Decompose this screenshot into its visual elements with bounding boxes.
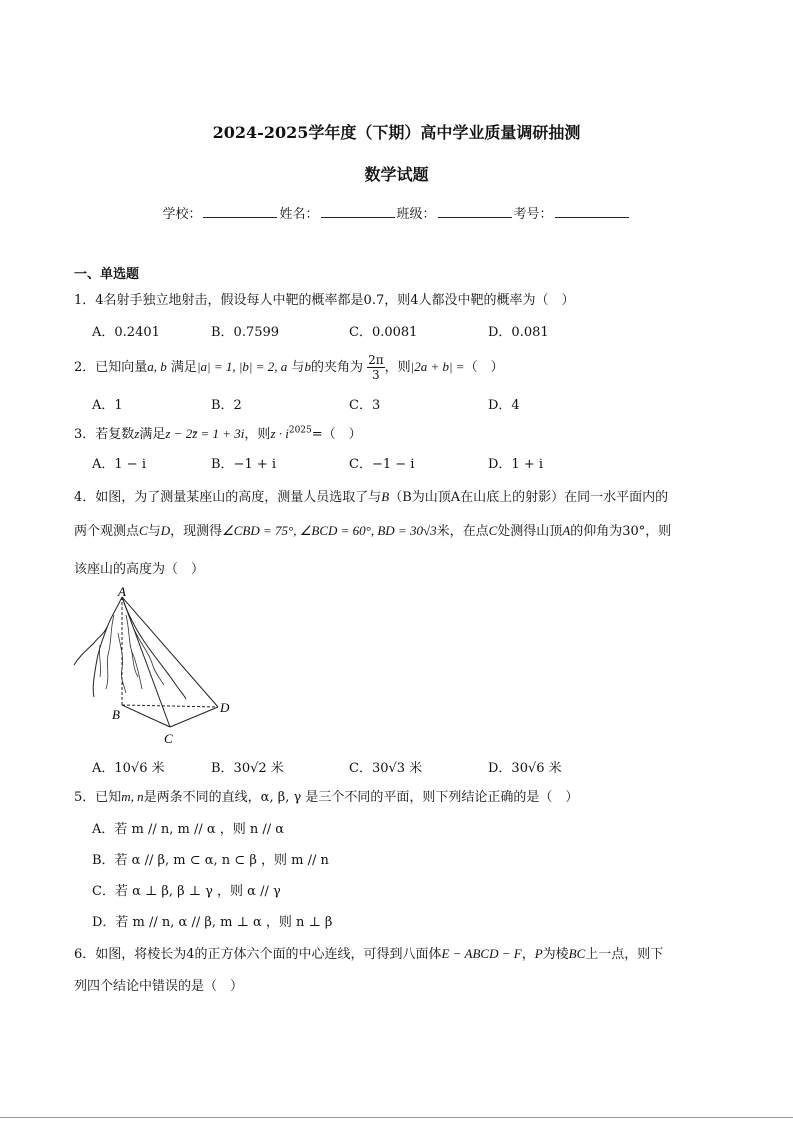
q3-option-b: B．−1 + i — [211, 457, 277, 472]
q4-option-b: B．30√2 米 — [211, 761, 284, 776]
number-label: 考号： — [513, 207, 553, 222]
angle-fraction: $\frac{2\pi}{3}$ — [368, 353, 384, 382]
question-4-line-2: 两个观测点C与D，现测得∠CBD = 75°, ∠BCD = 60°, BD = 30√3米，在点C处测得山顶A的仰角为30°，则 — [74, 523, 672, 539]
exam-title: 2024-2025学年度（下期）高中学业质量调研抽测 — [212, 123, 581, 142]
q1-option-a: A．0.2401 — [92, 325, 160, 340]
q4-option-a: A．10√6 米 — [92, 761, 165, 776]
number-blank — [555, 206, 629, 218]
q2-option-d: D．4 — [488, 398, 520, 413]
page-bottom-rule — [0, 1117, 793, 1118]
line-AD — [122, 597, 218, 707]
question-5-stem: 5．已知m, n是两条不同的直线，α, β, γ 是三个不同的平面，则下列结论正确的是（ ） — [74, 789, 579, 805]
q5-option-d: D．若 m // n, α // β, m ⊥ α ，则 n ⊥ β — [92, 915, 333, 930]
q5-option-a: A．若 m // n, m // α ，则 n // α — [92, 822, 285, 837]
class-blank — [438, 206, 512, 218]
question-6-line-1: 6．如图，将棱长为4的正方体六个面的中心连线，可得到八面体E − ABCD − F，P为棱BC上一点，则下 — [74, 946, 664, 962]
label-A: A — [118, 585, 126, 599]
question-3-stem: 3．若复数z满足z − 2z̄ = 1 + 3i，则$z \cdot i^{2025}=$（ ） — [74, 425, 362, 442]
q3-option-c: C．−1 − i — [349, 457, 415, 472]
line-AC — [122, 597, 170, 727]
school-label: 学校： — [162, 207, 202, 222]
question-1-stem: 1．4名射手独立地射击，假设每人中靶的概率都是0.7，则4人都没中靶的概率为（ ） — [74, 293, 575, 308]
mountain-ridges — [99, 615, 164, 693]
question-6-line-2: 列四个结论中错误的是（ ） — [74, 979, 244, 994]
q3-option-d: D．1 + i — [488, 457, 544, 472]
name-label: 姓名： — [279, 207, 319, 222]
name-blank — [321, 206, 395, 218]
q2-option-a: A．1 — [92, 398, 123, 413]
question-4-line-3: 该座山的高度为（ ） — [74, 562, 205, 577]
line-CD — [170, 707, 218, 727]
student-info-line — [0, 203, 793, 222]
label-D: D — [220, 700, 230, 715]
question-4-line-1: 4．如图，为了测量某座山的高度，测量人员选取了与B（B为山顶A在山底上的射影）在同一水平面内的 — [74, 489, 669, 505]
class-label: 班级： — [396, 207, 436, 222]
section-title: 一、单选题 — [74, 267, 140, 282]
q1-option-d: D．0.081 — [488, 325, 549, 340]
label-C: C — [164, 731, 173, 745]
q1-option-b: B．0.7599 — [211, 325, 280, 340]
line-BD — [122, 705, 218, 707]
q4-option-d: D．30√6 米 — [488, 761, 562, 776]
school-blank — [203, 206, 277, 218]
label-B: B — [112, 707, 120, 722]
q1-option-c: C．0.0081 — [349, 325, 418, 340]
q4-option-c: C．30√3 米 — [349, 761, 423, 776]
subject-title: 数学试题 — [364, 165, 429, 184]
q5-option-b: B．若 α // β, m ⊂ α, n ⊂ β ，则 m // n — [92, 853, 329, 868]
q3-option-a: A．1 − i — [92, 457, 146, 472]
mountain-outline — [74, 597, 186, 699]
q5-option-c: C．若 α ⊥ β, β ⊥ γ ，则 α // γ — [92, 884, 281, 899]
q2-option-b: B．2 — [211, 398, 242, 413]
q2-option-c: C．3 — [349, 398, 381, 413]
question-2-stem: 2．已知向量a, b 满足|a| = 1, |b| = 2, a 与b的夹角为 $\frac{2\pi}{3}$ ，则|2a + b| =（ ） — [74, 353, 504, 382]
mountain-figure — [68, 585, 238, 745]
